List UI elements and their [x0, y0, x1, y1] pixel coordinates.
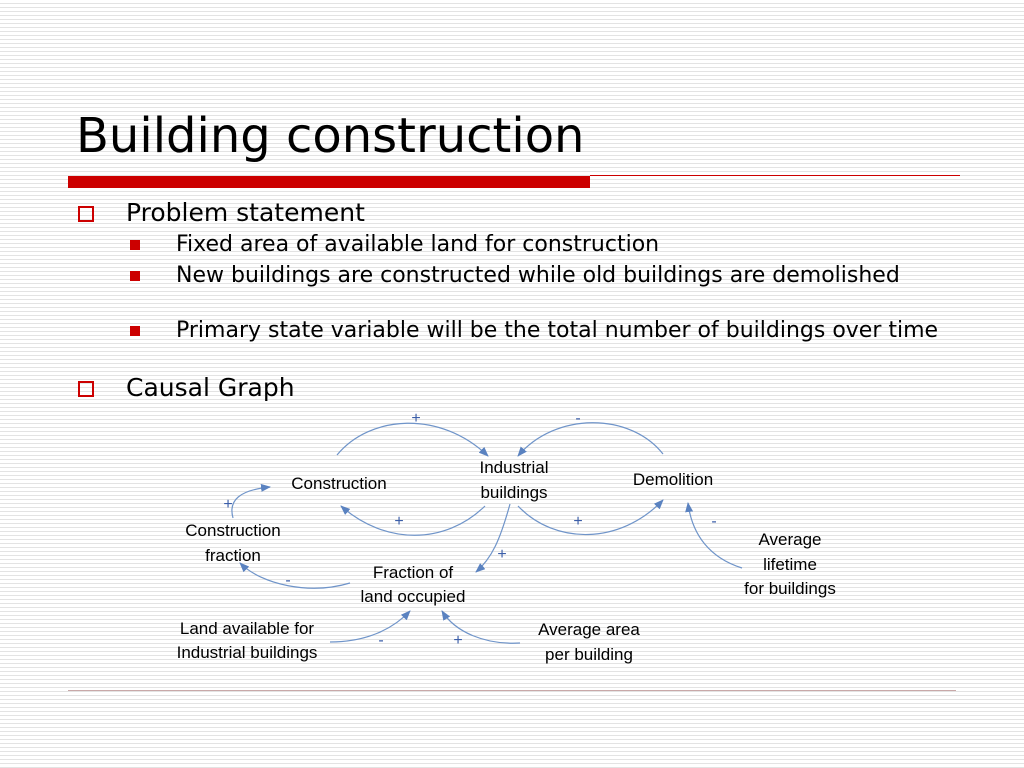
- node-fraction-land-line2: land occupied: [360, 587, 466, 606]
- node-construction: Construction: [291, 474, 387, 493]
- edge-fraction-to-construction: [232, 487, 270, 518]
- node-land-available-line2: Industrial buildings: [176, 643, 318, 662]
- node-average-area-line2: per building: [545, 645, 633, 664]
- bullet-text: Problem statement: [126, 198, 365, 227]
- sign-industrial-to-fraction: +: [497, 546, 507, 563]
- sign-demolition-to-industrial: -: [575, 410, 581, 427]
- slide-title: Building construction: [76, 108, 585, 164]
- node-demolition: Demolition: [632, 470, 714, 489]
- sign-land-occupied-to-construction-fraction: -: [285, 572, 291, 589]
- sub-bullet-text: New buildings are constructed while old buildings are demolished: [176, 263, 900, 288]
- edge-construction-to-industrial: [337, 423, 488, 456]
- sign-lifetime-to-demolition: -: [711, 513, 717, 530]
- node-construction-fraction-line1: Construction: [185, 521, 281, 540]
- sign-industrial-to-demolition: +: [573, 513, 583, 530]
- sign-land-available-to-fraction: -: [378, 632, 384, 649]
- edge-demolition-to-industrial: [518, 423, 663, 456]
- node-construction-fraction-line2: fraction: [205, 546, 261, 565]
- node-fraction-land-line1: Fraction of: [372, 563, 454, 582]
- bottom-divider: [68, 690, 956, 691]
- sign-construction-to-industrial: +: [411, 410, 421, 427]
- edge-industrial-to-demolition: [518, 500, 663, 535]
- edge-land-available-to-fraction: [330, 611, 410, 642]
- node-industrial-buildings-line2: buildings: [480, 483, 548, 502]
- sign-fraction-to-construction: +: [223, 496, 233, 513]
- node-average-lifetime-line3: for buildings: [744, 579, 836, 598]
- sub-bullet-text: Fixed area of available land for construction: [176, 232, 660, 257]
- node-average-lifetime-line2: lifetime: [763, 555, 817, 574]
- node-average-lifetime-line1: Average: [758, 530, 822, 549]
- sign-average-area-to-fraction: +: [453, 632, 463, 649]
- node-industrial-buildings-line1: Industrial: [479, 458, 549, 477]
- bullet-text: Causal Graph: [126, 373, 295, 402]
- node-average-area-line1: Average area: [538, 620, 640, 639]
- edge-industrial-to-construction: [341, 506, 485, 535]
- sub-bullet-text: Primary state variable will be the total number of buildings over time: [176, 318, 939, 343]
- edge-land-occupied-to-construction-fraction: [240, 563, 350, 588]
- node-land-available-line1: Land available for: [179, 619, 315, 638]
- sign-industrial-to-construction: +: [394, 513, 404, 530]
